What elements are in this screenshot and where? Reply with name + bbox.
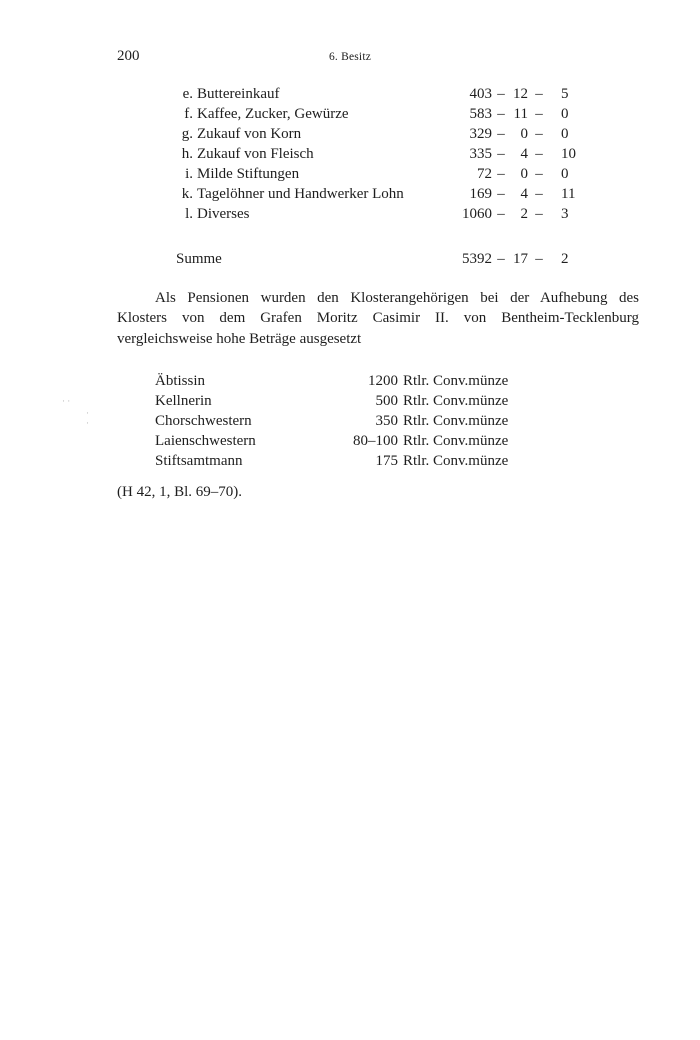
row-label: Diverses xyxy=(197,206,250,222)
table-row xyxy=(0,104,700,124)
pension-amount: 350 xyxy=(375,413,398,429)
dash: – xyxy=(497,86,505,102)
dash: – xyxy=(535,166,543,182)
table-row xyxy=(0,204,700,224)
list-item xyxy=(155,371,555,391)
pension-amount: 500 xyxy=(375,393,398,409)
row-label: Tagelöhner und Handwerker Lohn xyxy=(197,186,404,202)
dash: – xyxy=(535,206,543,222)
row-letter: k. xyxy=(181,186,193,202)
row-letter: e. xyxy=(182,86,193,102)
pension-role: Stiftsamtmann xyxy=(155,453,243,469)
pension-role: Chorschwestern xyxy=(155,413,252,429)
table-row xyxy=(0,184,700,204)
page-number: 200 xyxy=(117,48,140,64)
row-amount-a: 72 xyxy=(477,166,492,182)
pension-role: Laienschwestern xyxy=(155,433,256,449)
pension-unit: Rtlr. Conv.münze xyxy=(403,413,509,429)
row-amount-c: 0 xyxy=(561,166,569,182)
row-amount-c: 3 xyxy=(561,206,569,222)
row-amount-c: 0 xyxy=(561,126,569,142)
dash: – xyxy=(535,186,543,202)
running-title: 6. Besitz xyxy=(328,51,372,63)
list-item xyxy=(155,451,555,471)
pension-role: Äbtissin xyxy=(155,373,206,389)
list-item xyxy=(155,391,555,411)
dash: – xyxy=(497,106,505,122)
row-amount-a: 403 xyxy=(469,86,492,102)
paragraph-line: vergleichsweise hohe Beträge ausgesetzt xyxy=(117,330,362,347)
dash: – xyxy=(535,146,543,162)
row-label: Milde Stiftungen xyxy=(197,166,300,182)
row-letter: l. xyxy=(185,206,193,222)
paragraph-line: Klosters von dem Grafen Moritz Casimir II. von Bentheim-Tecklenburg xyxy=(117,310,639,327)
table-row xyxy=(0,124,700,144)
scan-speck: · xyxy=(86,408,89,418)
pension-unit: Rtlr. Conv.münze xyxy=(403,393,509,409)
table-row xyxy=(0,164,700,184)
list-item xyxy=(155,431,555,451)
row-amount-b: 0 xyxy=(520,166,528,182)
row-amount-b: 12 xyxy=(513,86,528,102)
dash: – xyxy=(497,146,505,162)
row-amount-b: 0 xyxy=(520,126,528,142)
sum-label: Summe xyxy=(176,251,222,267)
row-amount-b: 2 xyxy=(520,206,528,222)
row-label: Zukauf von Korn xyxy=(197,126,302,142)
dash: – xyxy=(497,206,505,222)
sum-amount-a: 5392 xyxy=(462,251,492,267)
row-amount-b: 4 xyxy=(520,186,528,202)
sum-amount-b: 17 xyxy=(513,251,528,267)
scan-speck: · xyxy=(86,418,89,428)
pension-role: Kellnerin xyxy=(155,393,212,409)
row-letter: i. xyxy=(185,166,193,182)
source-citation: (H 42, 1, Bl. 69–70). xyxy=(117,484,242,500)
sum-row xyxy=(0,249,700,269)
dash: – xyxy=(497,251,505,267)
row-letter: f. xyxy=(184,106,193,122)
row-amount-b: 11 xyxy=(513,106,528,122)
dash: – xyxy=(535,106,543,122)
dash: – xyxy=(535,251,543,267)
row-amount-a: 1060 xyxy=(462,206,492,222)
row-amount-b: 4 xyxy=(520,146,528,162)
row-amount-a: 583 xyxy=(469,106,492,122)
dash: – xyxy=(497,126,505,142)
pension-unit: Rtlr. Conv.münze xyxy=(403,453,509,469)
row-label: Kaffee, Zucker, Gewürze xyxy=(197,106,349,122)
dash: – xyxy=(535,126,543,142)
table-row xyxy=(0,144,700,164)
table-row xyxy=(0,84,700,104)
body-paragraph xyxy=(117,288,639,349)
row-amount-c: 5 xyxy=(561,86,569,102)
row-label: Zukauf von Fleisch xyxy=(197,146,314,162)
dash: – xyxy=(535,86,543,102)
row-amount-c: 11 xyxy=(561,186,576,202)
paragraph-line: Als Pensionen wurden den Klosterangehörigen bei der Aufhebung des xyxy=(155,290,639,306)
row-amount-c: 0 xyxy=(561,106,569,122)
row-letter: g. xyxy=(181,126,193,142)
row-amount-a: 169 xyxy=(469,186,492,202)
row-amount-c: 10 xyxy=(561,146,576,162)
row-letter: h. xyxy=(181,146,193,162)
row-label: Buttereinkauf xyxy=(197,86,280,102)
dash: – xyxy=(497,186,505,202)
pension-unit: Rtlr. Conv.münze xyxy=(403,373,509,389)
pension-unit: Rtlr. Conv.münze xyxy=(403,433,509,449)
sum-amount-c: 2 xyxy=(561,251,569,267)
dash: – xyxy=(497,166,505,182)
list-item xyxy=(155,411,555,431)
pension-amount: 80–100 xyxy=(353,433,398,449)
pension-amount: 175 xyxy=(375,453,398,469)
pension-amount: 1200 xyxy=(368,373,398,389)
row-amount-a: 335 xyxy=(469,146,492,162)
row-amount-a: 329 xyxy=(469,126,492,142)
scan-speck: · · xyxy=(62,396,71,406)
